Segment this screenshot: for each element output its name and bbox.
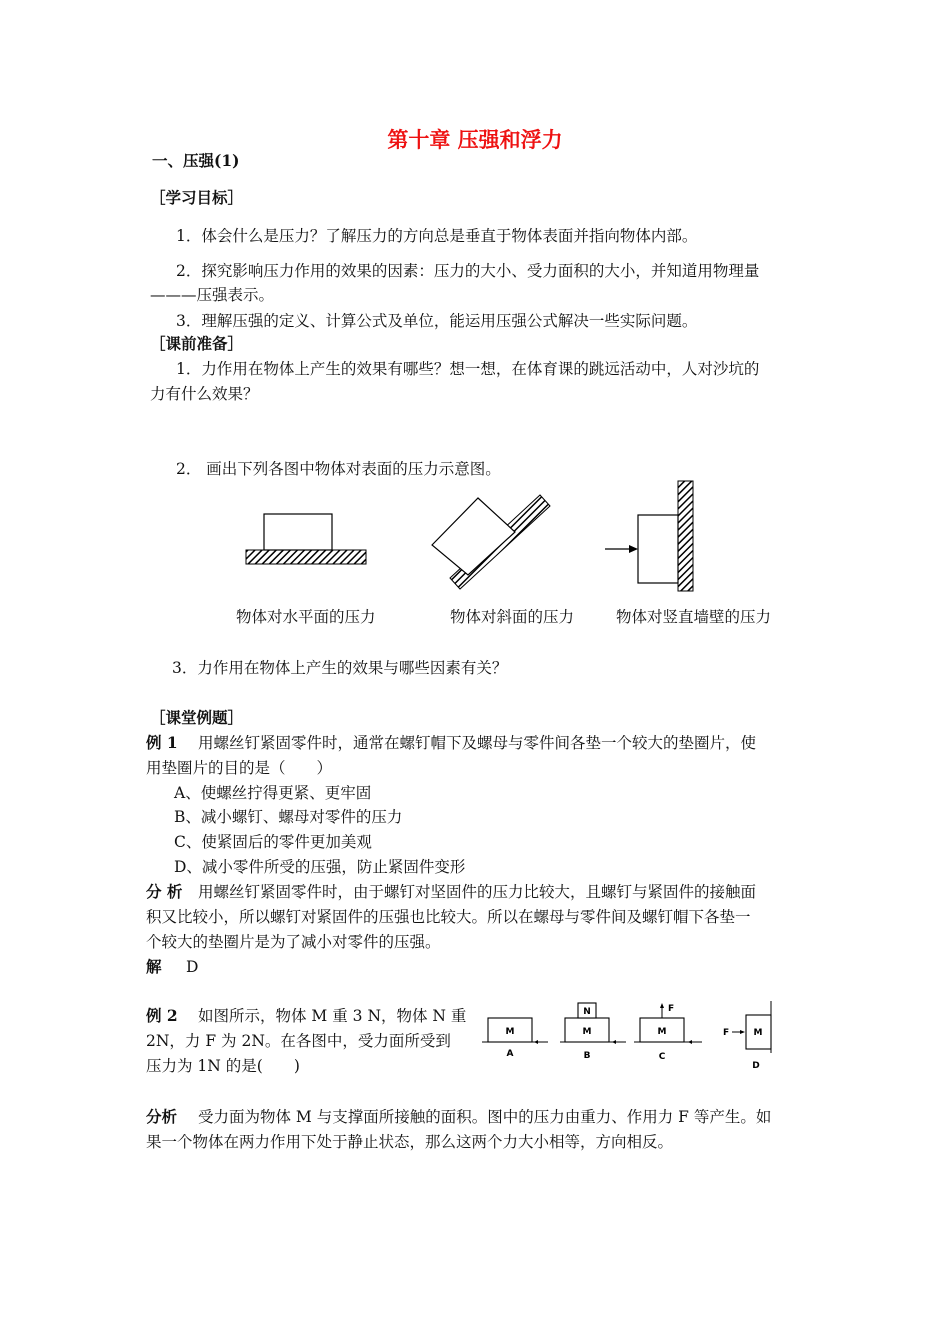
figure-c	[634, 1003, 702, 1062]
figure-label-d: D	[752, 1061, 760, 1071]
example-2-question-cont-2: 压力为 1N 的是( )	[146, 1057, 300, 1075]
figure-caption-wall: 物体对竖直墙壁的压力	[616, 608, 772, 626]
block-on-incline	[432, 498, 515, 575]
example-1-answer-label: 解	[146, 957, 162, 976]
figure-label-c: C	[658, 1052, 666, 1062]
section-heading: 一、压强(1)	[152, 151, 240, 170]
ground-hatch	[246, 550, 366, 564]
example-2-figure	[480, 995, 780, 1075]
goal-item-2-cont: ———压强表示。	[150, 286, 275, 304]
example-1-analysis-cont-2: 个较大的垫圈片是为了减小对零件的压强。	[146, 933, 441, 951]
example-1-answer: D	[186, 958, 199, 976]
example-2-question-cont-1: 2N，力 F 为 2N。在各图中，受力面所受到	[146, 1032, 451, 1050]
arrow-head-c	[688, 1040, 692, 1044]
example-2-analysis-label: 分析	[146, 1107, 178, 1126]
example-2-analysis-cont: 果一个物体在两力作用下处于静止状态，那么这两个力大小相等，方向相反。	[146, 1133, 674, 1151]
example-2-analysis: 受力面为物体 M 与支撑面所接触的面积。图中的压力由重力、作用力 F 等产生。如	[198, 1108, 772, 1126]
prep-question-2: 2． 画出下列各图中物体对表面的压力示意图。	[176, 460, 501, 478]
wall-hatch	[678, 481, 693, 591]
block-m-label-c: M	[657, 1027, 667, 1037]
example-1-option-c: C、使紧固后的零件更加美观	[174, 833, 372, 851]
incline-diagram	[432, 495, 550, 589]
figure-b	[560, 1003, 626, 1061]
prep-question-1-cont: 力有什么效果？	[150, 385, 259, 403]
example-1-label: 例 1	[146, 733, 178, 752]
block-n-label: N	[583, 1007, 591, 1017]
example-2-label: 例 2	[146, 1006, 178, 1025]
goal-item-1: 1．体会什么是压力？了解压力的方向总是垂直于物体表面并指向物体内部。	[176, 227, 698, 245]
force-label-d: F	[723, 1028, 730, 1038]
examples-heading: ［课堂例题］	[150, 708, 244, 727]
example-1-question: 用螺丝钉紧固零件时，通常在螺钉帽下及螺母与零件间各垫一个较大的垫圈片，使	[198, 734, 757, 752]
figure-label-a: A	[506, 1049, 514, 1059]
example-1-option-d: D、减小零件所受的压强，防止紧固件变形	[174, 858, 466, 876]
push-arrow-head	[629, 545, 638, 553]
page-title: 第十章 压强和浮力	[387, 128, 563, 152]
figure-d	[723, 1001, 771, 1071]
example-1-analysis: 用螺丝钉紧固零件时，由于螺钉对坚固件的压力比较大，且螺钉与紧固件的接触面	[198, 883, 757, 901]
block-m-label-a: M	[505, 1027, 515, 1037]
goal-item-2: 2．探究影响压力作用的效果的因素：压力的大小、受力面积的大小，并知道用物理量	[176, 262, 760, 280]
prep-question-1: 1．力作用在物体上产生的效果有哪些？想一想，在体育课的跳远活动中，人对沙坑的	[176, 360, 760, 378]
example-2-question: 如图所示，物体 M 重 3 N，物体 N 重	[198, 1007, 467, 1025]
horizontal-surface-diagram	[246, 514, 366, 564]
prep-heading: ［课前准备］	[150, 334, 244, 353]
arrow-head-a	[534, 1040, 538, 1044]
pressure-diagrams	[230, 475, 810, 595]
block-m-label-b: M	[582, 1027, 592, 1037]
wall-diagram	[605, 481, 693, 591]
arrow-head-b	[612, 1040, 616, 1044]
example-1-question-cont: 用垫圈片的目的是（ ）	[146, 759, 333, 777]
figure-caption-horizontal: 物体对水平面的压力	[236, 608, 376, 626]
prep-question-3: 3．力作用在物体上产生的效果与哪些因素有关？	[172, 659, 508, 677]
example-1-option-b: B、减小螺钉、螺母对零件的压力	[174, 808, 403, 826]
block-on-wall	[638, 515, 678, 583]
example-1-analysis-label: 分 析	[146, 882, 183, 901]
block-on-ground	[264, 514, 332, 550]
example-1-analysis-cont-1: 积又比较小，所以螺钉对紧固件的压强也比较大。所以在螺母与零件间及螺钉帽下各垫一	[146, 908, 751, 926]
example-1-option-a: A、使螺丝拧得更紧、更牢固	[174, 784, 372, 802]
block-m-label-d: M	[753, 1028, 763, 1038]
figure-label-b: B	[583, 1051, 591, 1061]
goal-item-3: 3．理解压强的定义、计算公式及单位，能运用压强公式解决一些实际问题。	[176, 312, 698, 330]
figure-caption-incline: 物体对斜面的压力	[450, 608, 575, 626]
goals-heading: ［学习目标］	[150, 188, 244, 207]
force-label-c: F	[668, 1004, 675, 1014]
figure-a	[482, 1018, 548, 1059]
